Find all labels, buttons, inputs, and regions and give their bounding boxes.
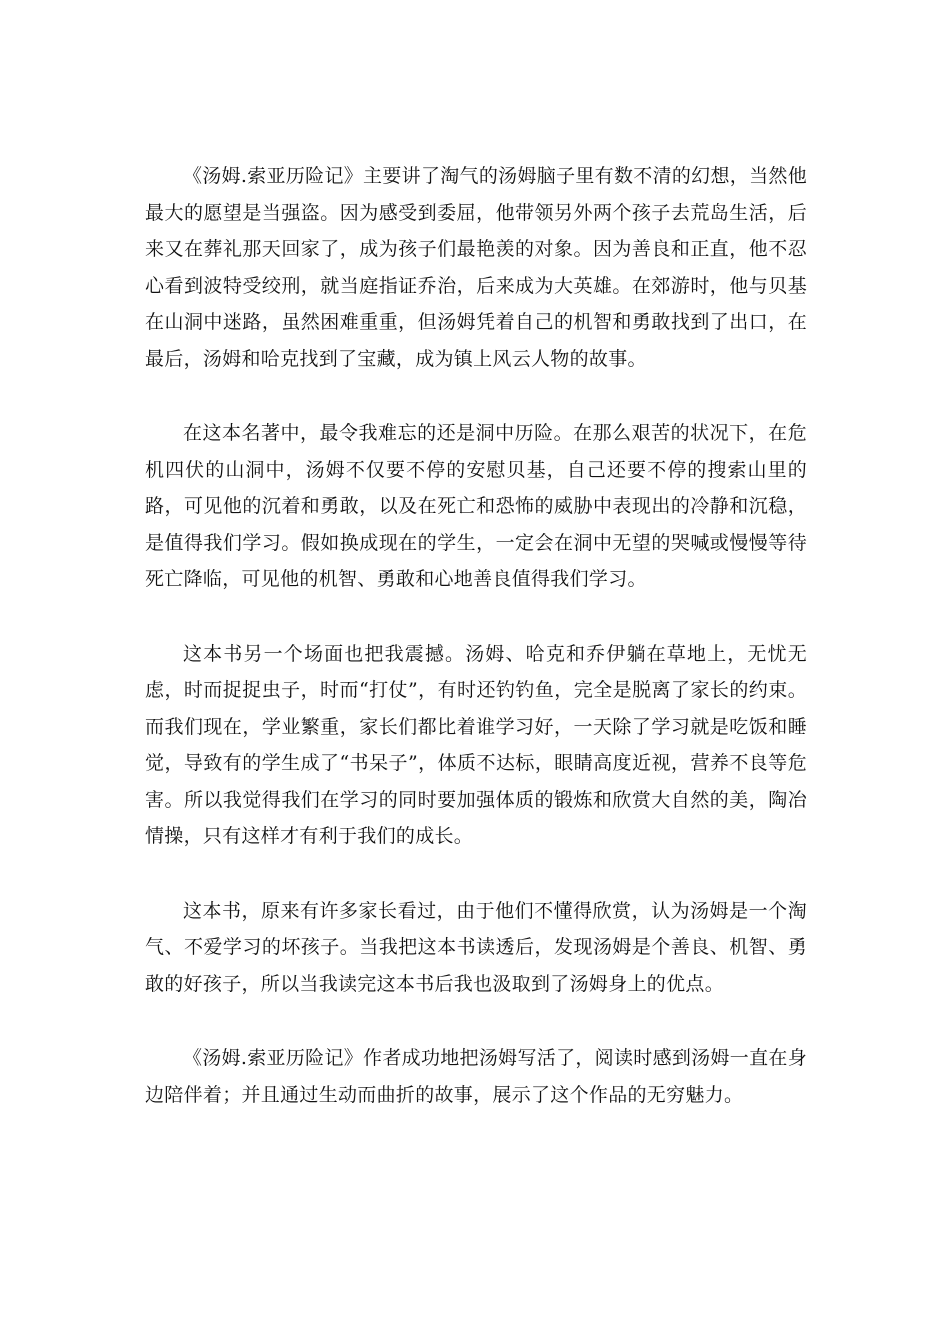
paragraph-parents-view: 这本书，原来有许多家长看过，由于他们不懂得欣赏，认为汤姆是一个淘气、不爱学习的坏孩子。当我把这本书读透后，发现汤姆是个善良、机智、勇敢的好孩子，所以当我读完这本书后我也汲取到了汤姆身上的优点。 [145, 899, 807, 995]
paragraph-summary: 《汤姆.索亚历险记》主要讲了淘气的汤姆脑子里有数不清的幻想，当然他最大的愿望是当强盗。因为感受到委屈，他带领另外两个孩子去荒岛生活，后来又在葬礼那天回家了，成为孩子们最艳羡的对象。因为善良和正直，他不忍心看到波特受绞刑，就当庭指证乔治，后来成为大英雄。在郊游时，他与贝基在山洞中迷路，虽然困难重重，但汤姆凭着自己的机智和勇敢找到了出口，在最后，汤姆和哈克找到了宝藏，成为镇上风云人物的故事。 [145, 165, 807, 370]
paragraph-conclusion: 《汤姆.索亚历险记》作者成功地把汤姆写活了，阅读时感到汤姆一直在身边陪伴着；并且通过生动而曲折的故事，展示了这个作品的无穷魅力。 [145, 1047, 807, 1106]
paragraph-carefree-scene: 这本书另一个场面也把我震撼。汤姆、哈克和乔伊躺在草地上，无忧无虑，时而捉捉虫子，时而“打仗”，有时还钓钓鱼，完全是脱离了家长的约束。而我们现在，学业繁重，家长们都比着谁学习好，一天除了学习就是吃饭和睡觉，导致有的学生成了“书呆子”，体质不达标，眼睛高度近视，营养不良等危害。所以我觉得我们在学习的同时要加强体质的锻炼和欣赏大自然的美，陶冶情操，只有这样才有利于我们的成长。 [145, 642, 807, 847]
paragraph-cave-adventure: 在这本名著中，最令我难忘的还是洞中历险。在那么艰苦的状况下，在危机四伏的山洞中，汤姆不仅要不停的安慰贝基，自己还要不停的搜索山里的路，可见他的沉着和勇敢，以及在死亡和恐怖的威胁中表现出的冷静和沉稳，是值得我们学习。假如换成现在的学生，一定会在洞中无望的哭喊或慢慢等待死亡降临，可见他的机智、勇敢和心地善良值得我们学习。 [145, 422, 807, 590]
document-body [145, 158, 807, 1151]
